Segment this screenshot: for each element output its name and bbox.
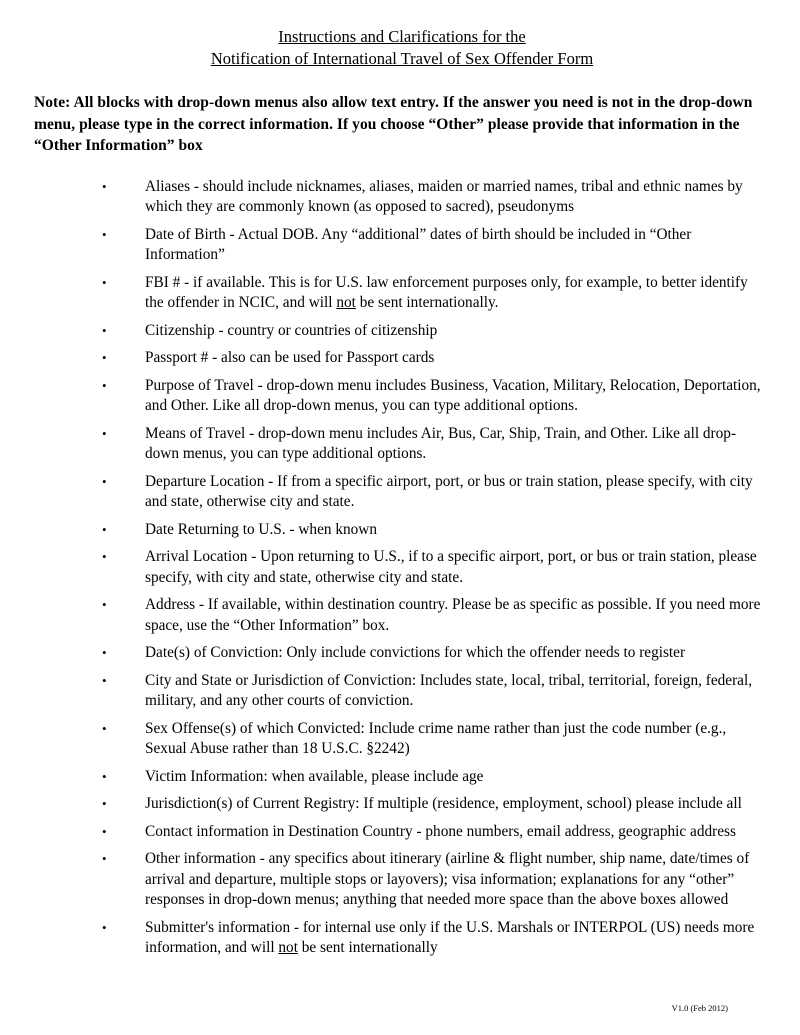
bullet-icon: •	[102, 521, 107, 537]
list-item-text	[145, 644, 685, 661]
list-item	[34, 472, 770, 513]
bullet-icon: •	[102, 425, 107, 441]
list-item	[34, 177, 770, 218]
list-item-text	[145, 850, 749, 908]
list-item	[34, 520, 770, 541]
list-item	[34, 348, 770, 369]
text-run: not	[278, 939, 298, 956]
note-paragraph: Note: All blocks with drop-down menus also allow text entry. If the answer you need is not in the drop-down menu, please type in the correct information. If you choose “Other” please provide that information in the “Other Information” box	[34, 94, 753, 154]
title-line-1: Instructions and Clarifications for the	[278, 27, 526, 46]
list-item-text	[145, 768, 483, 785]
list-item-text	[145, 349, 434, 366]
bullet-icon: •	[102, 226, 107, 242]
list-item	[34, 547, 770, 588]
list-item	[34, 643, 770, 664]
list-item-text	[145, 521, 377, 538]
text-run: Other information - any specifics about itinerary (airline & flight number, ship name, date/times of arrival and departure, multiple stops or layovers); visa information; explanations for any “other” responses in drop-down menus; anything that needed more space than the above boxes allowed	[145, 850, 750, 908]
bullet-icon: •	[102, 768, 107, 784]
text-run: Purpose of Travel - drop-down menu includes Business, Vacation, Military, Relocation, Deportation, and Other. Like all drop-down menus, you can type additional options.	[145, 376, 761, 414]
version-label: V1.0 (Feb 2012)	[671, 1003, 728, 1013]
bullet-icon: •	[102, 350, 107, 365]
bullet-icon: •	[102, 377, 107, 393]
list-item-text	[145, 795, 742, 812]
text-run: Aliases - should include nicknames, aliases, maiden or married names, tribal and ethnic names by which they are commonly known (as opposed to sacred), pseudonyms	[145, 177, 743, 215]
text-run: Address - If available, within destination country. Please be as specific as possible. If you need more space, use the “Other Information” box.	[145, 596, 761, 634]
text-run: FBI # - if available. This is for U.S. law enforcement purposes only, for example, to better identify the offender in NCIC, and will	[145, 273, 748, 311]
list-item-text	[145, 226, 691, 264]
list-item-text	[145, 720, 726, 758]
list-item	[34, 595, 770, 636]
text-run: be sent internationally	[297, 939, 438, 956]
list-item-text	[145, 473, 753, 511]
text-run: Victim Information: when available, please include age	[145, 767, 484, 785]
instructions-list	[34, 177, 770, 959]
list-item	[34, 794, 770, 815]
list-item	[34, 376, 770, 417]
text-run: Passport # - also can be used for Passport cards	[145, 349, 435, 366]
bullet-icon: •	[102, 796, 107, 811]
bullet-icon: •	[102, 823, 107, 839]
text-run: be sent internationally.	[355, 294, 499, 311]
bullet-icon: •	[102, 473, 107, 489]
text-run: Date of Birth - Actual DOB. Any “additional” dates of birth should be included in “Other Information”	[145, 225, 692, 263]
text-run: Jurisdiction(s) of Current Registry: If multiple (residence, employment, school) please include all	[145, 795, 742, 812]
bullet-icon: •	[102, 672, 107, 688]
title-line-2: Notification of International Travel of Sex Offender Form	[210, 49, 594, 68]
bullet-icon: •	[102, 919, 107, 935]
instruction-group	[34, 643, 770, 815]
instruction-group	[34, 849, 770, 911]
list-item-text	[145, 672, 752, 710]
list-item-text	[145, 274, 748, 312]
list-item	[34, 273, 770, 314]
text-run: Sex Offense(s) of which Convicted: Include crime name rather than just the code number (e.g., Sexual Abuse rather than 18 U.S.C. §2242)	[145, 719, 727, 757]
list-item-text	[145, 425, 736, 463]
text-run: Citizenship - country or countries of citizenship	[145, 321, 438, 339]
list-item-text	[145, 322, 437, 339]
list-item	[34, 424, 770, 465]
list-item	[34, 719, 770, 760]
list-item-text	[145, 548, 757, 586]
list-item-text	[145, 178, 743, 216]
bullet-icon: •	[102, 178, 107, 194]
text-run: Means of Travel - drop-down menu includes Air, Bus, Car, Ship, Train, and Other. Like all drop-down menus, you can type additional options.	[145, 424, 737, 462]
list-item	[34, 225, 770, 266]
text-run: Date Returning to U.S. - when known	[145, 520, 377, 538]
text-run: Arrival Location - Upon returning to U.S., if to a specific airport, port, or bus or train station, please specify, with city and state, otherwise city and state.	[145, 548, 757, 586]
bullet-icon: •	[102, 274, 107, 290]
bullet-icon: •	[102, 851, 107, 866]
instruction-group	[34, 822, 770, 843]
list-item-text	[145, 823, 736, 840]
instruction-group	[34, 918, 770, 959]
instruction-group	[34, 376, 770, 637]
bullet-icon: •	[102, 322, 107, 338]
text-run: City and State or Jurisdiction of Conviction: Includes state, local, tribal, territorial, foreign, federal, military, and any other courts of conviction.	[145, 671, 753, 709]
list-item	[34, 671, 770, 712]
list-item	[34, 321, 770, 342]
bullet-icon: •	[102, 720, 107, 736]
list-item-text	[145, 377, 761, 415]
list-item	[34, 918, 770, 959]
list-item-text	[145, 919, 754, 957]
instruction-group	[34, 177, 770, 369]
text-run: Departure Location - If from a specific airport, port, or bus or train station, please specify, with city and state, otherwise city and state.	[145, 472, 753, 510]
list-item	[34, 767, 770, 788]
text-run: Contact information in Destination Country - phone numbers, email address, geographic address	[145, 822, 736, 840]
text-run: not	[336, 294, 356, 311]
list-item-text	[145, 596, 760, 634]
list-item	[34, 849, 770, 911]
list-item	[34, 822, 770, 843]
text-run: Date(s) of Conviction: Only include convictions for which the offender needs to register	[145, 644, 686, 661]
bullet-icon: •	[102, 645, 107, 660]
text-run: Submitter's information - for internal use only if the U.S. Marshals or INTERPOL (US) needs more information, and will	[145, 918, 755, 956]
bullet-icon: •	[102, 549, 107, 564]
page-title	[34, 26, 770, 70]
bullet-icon: •	[102, 597, 107, 612]
